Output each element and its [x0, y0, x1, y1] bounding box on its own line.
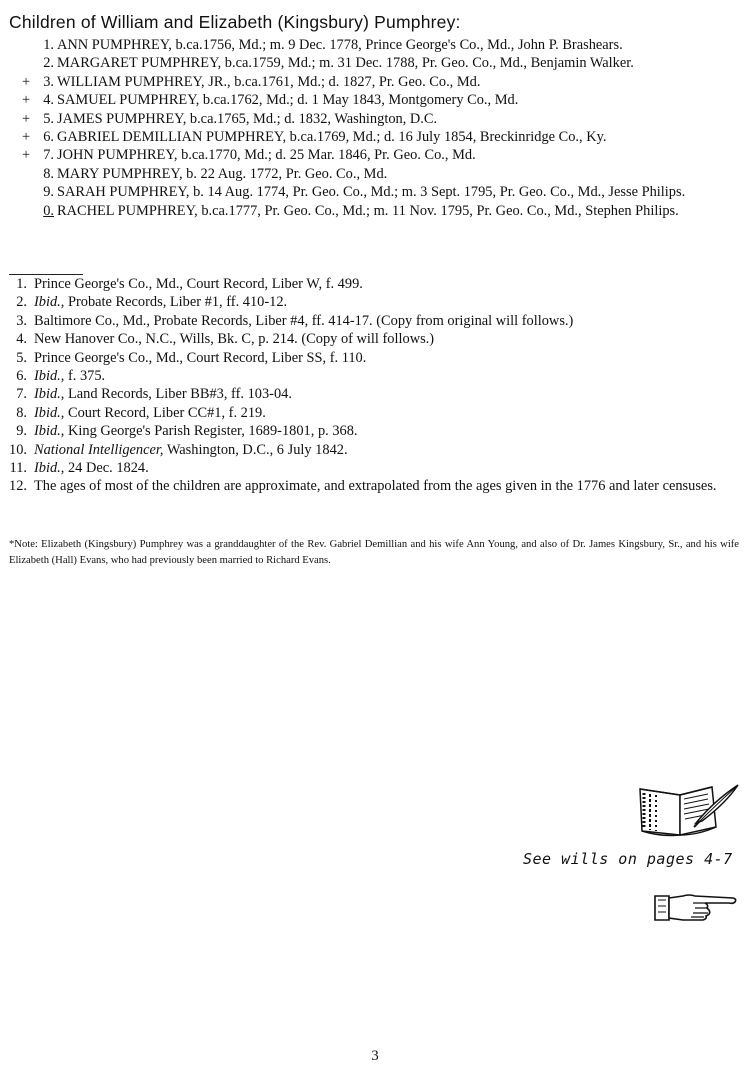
page-heading: Children of William and Elizabeth (Kingsbury) Pumphrey: — [9, 12, 461, 32]
child-number: 2. — [43, 55, 54, 72]
footnote — [0, 459, 740, 477]
page-number: 3 — [371, 1048, 379, 1064]
child-text: WILLIAM PUMPHREY, JR., b.ca.1761, Md.; d. 1827, Pr. Geo. Co., Md. — [57, 73, 481, 90]
child-text: RACHEL PUMPHREY, b.ca.1777, Pr. Geo. Co., Md.; m. 11 Nov. 1795, Pr. Geo. Co., Md., Stephen Philips. — [57, 202, 679, 219]
footnote-italic: Ibid., — [34, 404, 65, 421]
child-number: 8. — [43, 165, 54, 182]
child-entry — [0, 36, 740, 54]
see-wills-caption: See wills on pages 4-7 — [523, 850, 733, 868]
child-text: ANN PUMPHREY, b.ca.1756, Md.; m. 9 Dec. 1778, Prince George's Co., Md., John P. Brashears. — [57, 37, 623, 53]
footnote-text: 24 Dec. 1824. — [64, 460, 149, 477]
footnote-number: 9. — [16, 423, 27, 440]
footnote-italic: Ibid., — [34, 423, 65, 440]
footnote-italic: Ibid., — [34, 386, 65, 403]
footnote-number: 3. — [16, 312, 27, 329]
child-text: SAMUEL PUMPHREY, b.ca.1762, Md.; d. 1 May 1843, Montgomery Co., Md. — [57, 92, 519, 109]
footnote-number: 7. — [16, 386, 27, 403]
child-entry — [0, 202, 740, 220]
child-text: JOHN PUMPHREY, b.ca.1770, Md.; d. 25 Mar. 1846, Pr. Geo. Co., Md. — [57, 147, 476, 164]
child-entry — [0, 54, 740, 72]
footnote-number: 5. — [16, 349, 27, 366]
child-number: 6. — [43, 129, 54, 146]
footnote-list — [0, 275, 740, 496]
footnote-text: f. 375. — [64, 368, 106, 385]
footnote-italic: Ibid., — [34, 460, 65, 477]
child-text: MARY PUMPHREY, b. 22 Aug. 1772, Pr. Geo. Co., Md. — [57, 165, 388, 182]
footnote-italic: Ibid., — [34, 294, 65, 311]
child-entry — [0, 183, 740, 201]
descendant-mark: + — [22, 92, 31, 109]
child-entry — [0, 128, 740, 146]
footnote-italic: National Intelligencer, — [34, 441, 164, 458]
child-number: 4. — [43, 92, 54, 109]
footnote — [0, 312, 740, 330]
footnote-text: Court Record, Liber CC#1, f. 219. — [64, 404, 266, 421]
footnote-text: Washington, D.C., 6 July 1842. — [163, 441, 348, 458]
descendant-mark: + — [22, 73, 31, 90]
footnote-number: 8. — [16, 404, 27, 421]
footnote-number: 2. — [16, 294, 27, 311]
footnote-text: New Hanover Co., N.C., Wills, Bk. C, p. 214. (Copy of will follows.) — [34, 331, 435, 348]
descendant-mark: + — [22, 110, 31, 127]
open-book-quill-icon — [634, 779, 742, 846]
footnote — [0, 367, 740, 385]
child-number: 7. — [43, 147, 54, 164]
footnote-number: 6. — [16, 368, 27, 385]
footnote-number: 12. — [9, 478, 27, 495]
child-number: 5. — [43, 110, 54, 127]
child-text: JAMES PUMPHREY, b.ca.1765, Md.; d. 1832, Washington, D.C. — [57, 110, 438, 127]
footnote-number: 4. — [16, 331, 27, 348]
asterisk-note: *Note: Elizabeth (Kingsbury) Pumphrey was a granddaughter of the Rev. Gabriel Demillian and his wife Ann Young, and also of Dr. James Kingsbury, Sr., and his wife Elizabeth (Hall) Evans, who had previously been married to Richard Evans. — [9, 539, 739, 566]
child-text: SARAH PUMPHREY, b. 14 Aug. 1774, Pr. Geo. Co., Md.; m. 3 Sept. 1795, Pr. Geo. Co., Md., Jesse Philips. — [57, 184, 686, 201]
footnote-number: 10. — [9, 441, 27, 458]
footnote — [0, 385, 740, 403]
footnote-text: King George's Parish Register, 1689-1801, p. 368. — [64, 423, 358, 440]
footnote — [0, 275, 740, 293]
child-number: 0. — [43, 202, 54, 219]
footnote — [0, 330, 740, 348]
footnote — [0, 441, 740, 459]
footnote-number: 11. — [9, 460, 27, 477]
footnote-text: Land Records, Liber BB#3, ff. 103-04. — [64, 386, 292, 403]
descendant-mark: + — [22, 147, 31, 164]
child-text: MARGARET PUMPHREY, b.ca.1759, Md.; m. 31 Dec. 1788, Pr. Geo. Co., Md., Benjamin Walker. — [57, 55, 634, 72]
footnote-text: Probate Records, Liber #1, ff. 410-12. — [64, 294, 288, 311]
footnote — [0, 404, 740, 422]
footnote-number: 1. — [16, 276, 27, 292]
child-number: 1. — [43, 37, 54, 53]
child-entry — [0, 91, 740, 109]
footnote-italic: Ibid., — [34, 368, 65, 385]
child-entry — [0, 110, 740, 128]
child-entry — [0, 165, 740, 183]
child-number: 9. — [43, 184, 54, 201]
footnote — [0, 422, 740, 440]
footnote — [0, 477, 740, 495]
children-list — [0, 36, 740, 220]
footnote — [0, 293, 740, 311]
footnote-text: Prince George's Co., Md., Court Record, Liber W, f. 499. — [34, 276, 363, 292]
child-entry — [0, 73, 740, 91]
footnote — [0, 349, 740, 367]
descendant-mark: + — [22, 129, 31, 146]
pointing-hand-icon — [653, 890, 739, 929]
footnote-text: Baltimore Co., Md., Probate Records, Liber #4, ff. 414-17. (Copy from original will follows.) — [34, 312, 574, 329]
child-text: GABRIEL DEMILLIAN PUMPHREY, b.ca.1769, Md.; d. 16 July 1854, Breckinridge Co., Ky. — [57, 129, 607, 146]
footnote-text: The ages of most of the children are approximate, and extrapolated from the ages given in the 1776 and later censuses. — [34, 478, 717, 495]
child-number: 3. — [43, 73, 54, 90]
child-entry — [0, 146, 740, 164]
footnote-text: Prince George's Co., Md., Court Record, Liber SS, f. 110. — [34, 349, 367, 366]
